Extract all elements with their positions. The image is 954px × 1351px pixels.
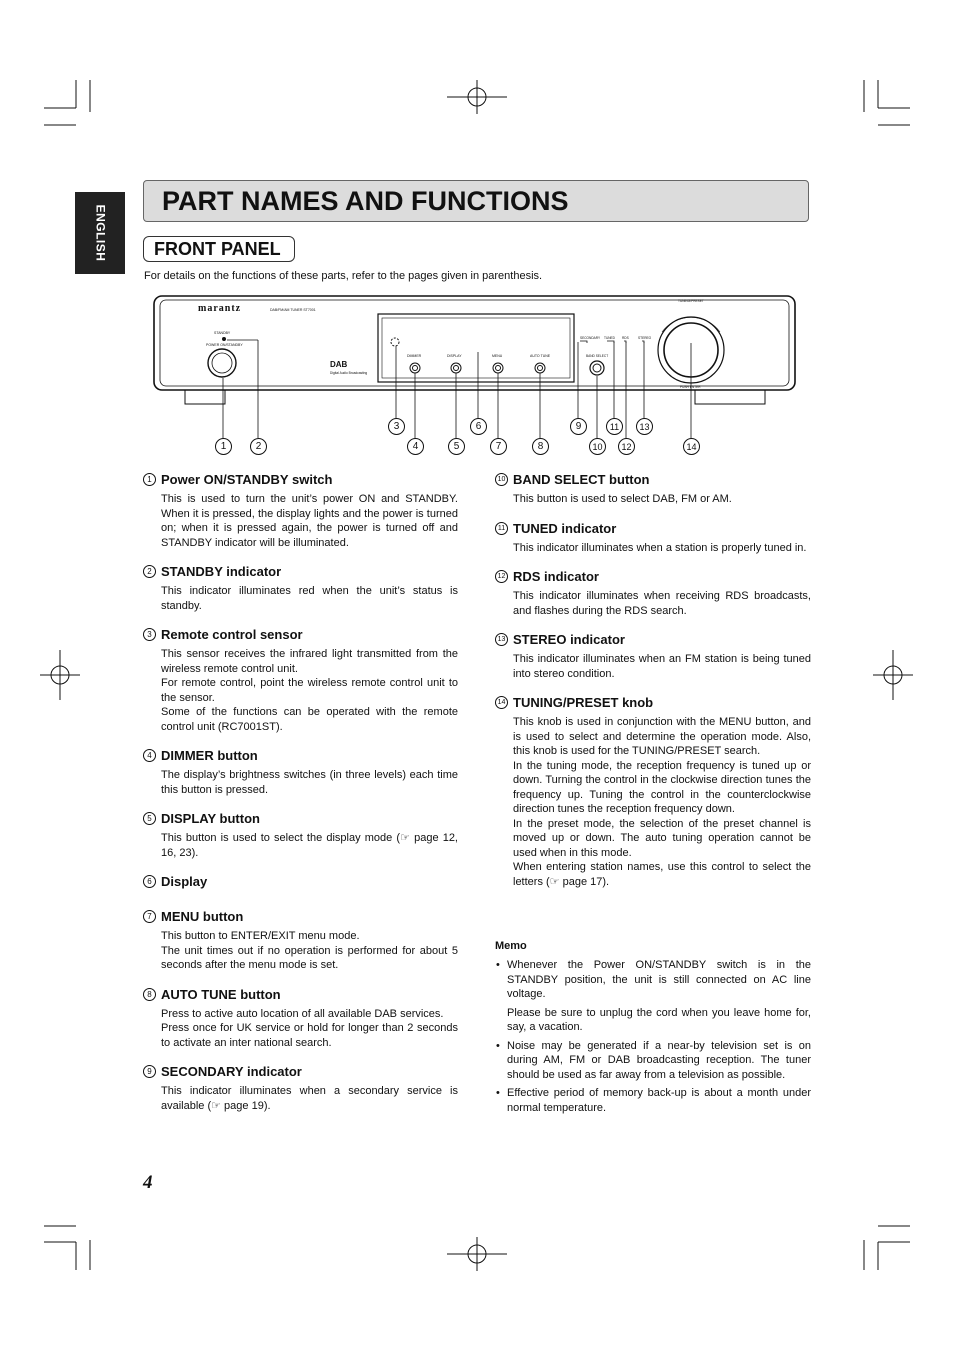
rds-label: RDS <box>622 336 629 340</box>
callout-13: 13 <box>636 418 653 435</box>
item-heading <box>495 521 811 536</box>
list-item <box>143 909 458 973</box>
callout-14: 14 <box>683 438 700 455</box>
model-label: DAB/FM/AM TUNER ST7001 <box>270 308 316 312</box>
standby-label: STANDBY <box>214 331 231 335</box>
callout-6: 6 <box>470 418 487 435</box>
item-body: This button is used to select the display mode (☞ page 12, 16, 23). <box>161 832 458 859</box>
memo-bullet: • Whenever the Power ON/STANDBY switch is in the STANDBY position, the unit is still connected on AC line voltage. <box>495 958 811 1002</box>
callout-7: 7 <box>490 438 507 455</box>
item-body: This button to ENTER/EXIT menu mode. The unit times out if no operation is performed for about 5 seconds after the menu mode is set. <box>161 930 458 971</box>
dimmer-label: DIMMER <box>407 354 422 358</box>
memo-note: Please be sure to unplug the cord when you leave home for, say, a vacation. <box>507 1006 811 1033</box>
memo-bullet: • Effective period of memory back-up is about a month under normal temperature. <box>495 1086 811 1115</box>
item-number: 4 <box>143 749 156 762</box>
dab-logo: DAB <box>330 360 348 369</box>
item-body: This button is used to select DAB, FM or AM. <box>513 493 732 505</box>
item-title: RDS indicator <box>513 569 599 584</box>
item-title: TUNED indicator <box>513 520 617 536</box>
item-number: 12 <box>495 570 508 583</box>
tuned-label: TUNED <box>604 336 615 340</box>
item-heading <box>143 748 458 763</box>
callout-3: 3 <box>388 418 405 435</box>
item-title: DISPLAY button <box>161 811 260 826</box>
item-title: MENU button <box>161 909 244 924</box>
item-number: 8 <box>143 988 156 1001</box>
item-heading <box>143 909 458 924</box>
item-heading <box>143 1064 458 1079</box>
item-number: 14 <box>495 696 508 709</box>
item-number: 3 <box>143 628 156 641</box>
item-heading <box>495 472 811 487</box>
callout-5: 5 <box>448 438 465 455</box>
auto-tune-label: AUTO TUNE <box>530 354 551 358</box>
item-title: STANDBY indicator <box>161 564 282 579</box>
page-number: 4 <box>143 1172 153 1193</box>
list-item <box>143 874 458 889</box>
menu-label: MENU <box>492 354 503 358</box>
list-item <box>143 748 458 797</box>
power-label: POWER ON/STANDBY <box>206 343 243 347</box>
memo-block <box>495 940 811 1119</box>
item-body: This is used to turn the unit’s power ON and STANDBY. When it is pressed, the display lights and the power is turned on; when it is pressed again, the power is turned off and STANDBY indicator will be illuminated. <box>161 493 458 549</box>
item-number: 6 <box>143 875 156 888</box>
callout-8: 8 <box>532 438 549 455</box>
item-number: 11 <box>495 522 508 535</box>
list-item <box>495 569 811 618</box>
item-body: This indicator illuminates red when the unit’s status is standby. <box>161 585 458 612</box>
list-item <box>495 521 811 556</box>
item-body: This indicator illuminates when an FM station is being tuned into stereo condition. <box>513 653 811 680</box>
memo-bullet: • Noise may be generated if a near-by television set is on during AM, FM or DAB broadcasting reception. The tuner should be used as far away from a television as possible. <box>495 1039 811 1083</box>
item-heading <box>143 472 458 487</box>
callout-2: 2 <box>250 438 267 455</box>
list-item <box>143 987 458 1051</box>
push-enter-label: PUSH ENTER <box>680 385 701 389</box>
item-number: 1 <box>143 473 156 486</box>
item-title: DIMMER button <box>161 748 258 763</box>
list-item <box>143 472 458 550</box>
dab-sub-label: Digital Audio Broadcasting <box>330 371 368 375</box>
item-body: This indicator illuminates when receiving RDS broadcasts, and flashes during the RDS search. <box>513 590 811 617</box>
item-heading <box>495 695 811 710</box>
callout-9: 9 <box>570 418 587 435</box>
callout-1: 1 <box>215 438 232 455</box>
list-item <box>495 632 811 681</box>
item-body: This indicator illuminates when a station is properly tuned in. <box>513 541 807 554</box>
item-heading <box>143 987 458 1002</box>
item-title: Display <box>161 874 208 889</box>
list-item <box>143 627 458 734</box>
callout-4: 4 <box>407 438 424 455</box>
item-body: The display’s brightness switches (in three levels) each time this button is pressed. <box>161 769 458 796</box>
page-title: PART NAMES AND FUNCTIONS <box>162 186 569 216</box>
item-title: STEREO indicator <box>513 632 625 647</box>
language-label: ENGLISH <box>93 204 107 262</box>
item-heading <box>143 627 458 642</box>
item-heading <box>143 564 458 579</box>
intro-text: For details on the functions of these parts, refer to the pages given in parenthesis. <box>144 270 543 282</box>
left-column <box>143 472 458 1127</box>
item-title: Power ON/STANDBY switch <box>161 472 333 487</box>
callout-leaders <box>0 0 954 460</box>
right-column <box>495 472 811 903</box>
item-heading <box>495 632 811 647</box>
item-heading <box>143 811 458 826</box>
item-body: This knob is used in conjunction with the MENU button, and is used to select and determine the operation mode. Also, this knob is used for the TUNING/PRESET search. In the tuning mode, the reception frequency is tuned up or down. Turning the control in the clockwise direction tunes the frequency up. Tuning the control in the counterclockwise direction tunes the reception frequency down. In the preset mode, the selection of the preset channel is moved up or down. The auto tuning operation cannot be used when in this mode. When entering station names, use this control to select the letters (☞ page 17). <box>513 716 811 888</box>
item-title: SECONDARY indicator <box>161 1064 302 1079</box>
item-title: BAND SELECT button <box>513 472 650 487</box>
list-item <box>495 695 811 889</box>
callout-10: 10 <box>589 438 606 455</box>
item-heading <box>143 874 458 889</box>
item-number: 13 <box>495 633 508 646</box>
list-item <box>143 564 458 613</box>
band-select-label: BAND SELECT <box>586 354 609 358</box>
list-item <box>143 1064 458 1113</box>
item-body: This sensor receives the infrared light transmitted from the wireless remote control unit. For remote control, point the wireless remote control unit to the sensor. Some of the functions can be operated with the remote control unit (RC7001ST). <box>161 648 458 733</box>
item-number: 9 <box>143 1065 156 1078</box>
secondary-label: SECONDARY <box>580 336 601 340</box>
item-title: AUTO TUNE button <box>161 986 281 1002</box>
list-item <box>495 472 811 507</box>
display-label: DISPLAY <box>447 354 462 358</box>
item-body: This indicator illuminates when a secondary service is available (☞ page 19). <box>161 1085 458 1112</box>
section-title: FRONT PANEL <box>154 239 281 259</box>
tuning-preset-label: TUNING/PRESET <box>678 299 704 303</box>
item-number: 7 <box>143 910 156 923</box>
callout-12: 12 <box>618 438 635 455</box>
callout-11: 11 <box>606 418 623 435</box>
memo-list <box>495 958 811 1115</box>
brand-logo: marantz <box>198 303 242 314</box>
item-number: 5 <box>143 812 156 825</box>
item-heading <box>495 569 811 584</box>
item-number: 10 <box>495 473 508 486</box>
stereo-label: STEREO <box>638 336 652 340</box>
item-body: Press to active auto location of all available DAB services. Press once for UK service or hold for longer than 2 seconds to activate an inter national search. <box>161 1007 458 1049</box>
item-number: 2 <box>143 565 156 578</box>
list-item <box>143 811 458 860</box>
item-title: TUNING/PRESET knob <box>513 695 654 710</box>
item-title: Remote control sensor <box>161 627 303 642</box>
memo-title: Memo <box>495 940 527 952</box>
